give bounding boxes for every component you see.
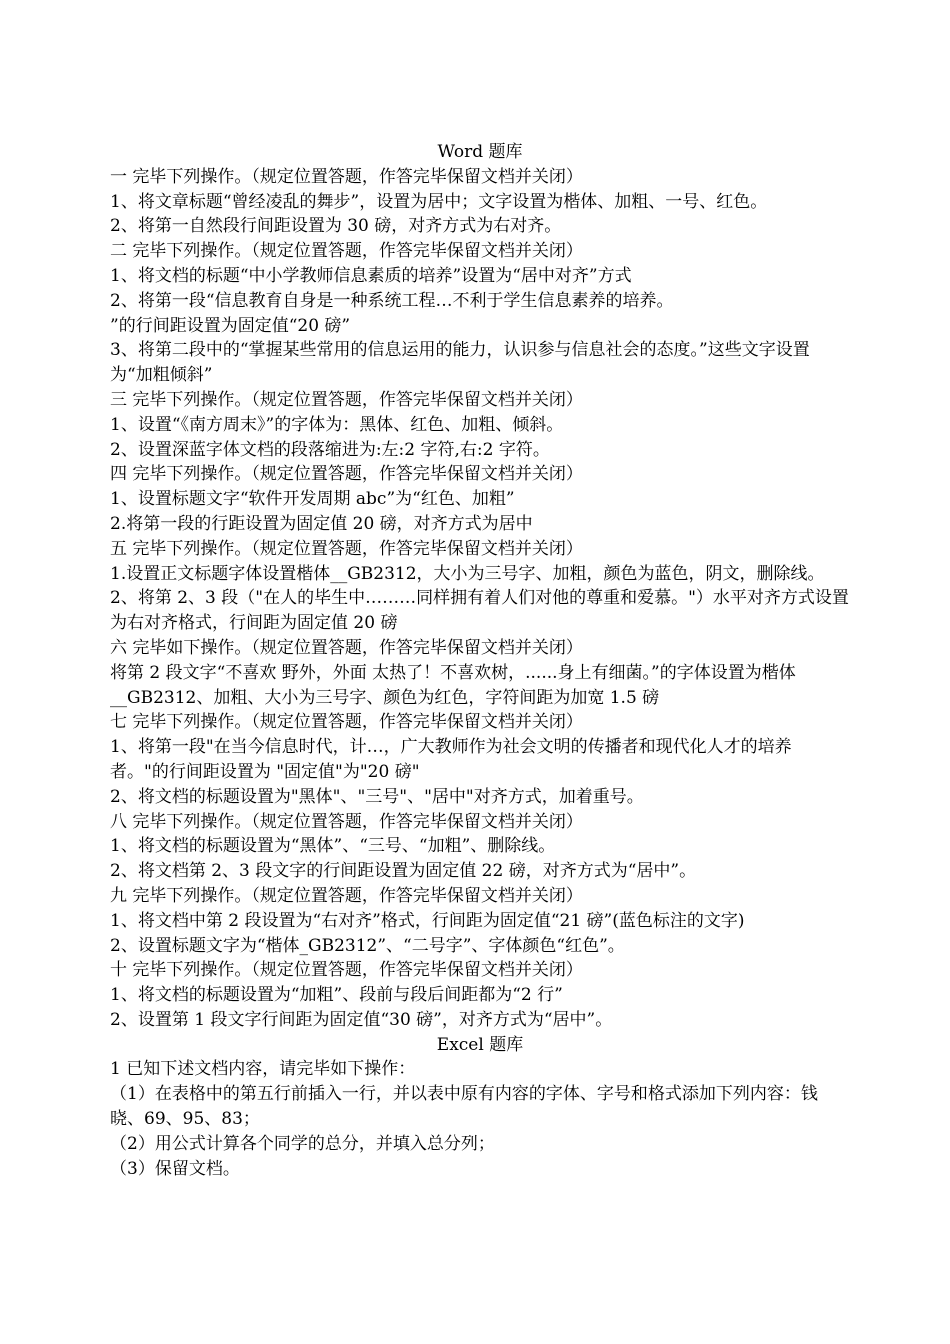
document-page [110, 140, 850, 1181]
word-question-6 [110, 636, 850, 710]
word-question-item: 1、将文章标题“曾经凌乱的舞步”，设置为居中；文字设置为楷体、加粗、一号、红色。 [110, 191, 768, 212]
word-question-item: 1、将文档的标题“中小学教师信息素质的培养”设置为“居中对齐”方式 [110, 265, 632, 286]
word-question-item: 2、将第一段“信息教育自身是一种系统工程…不利于学生信息素养的培养。 [110, 290, 674, 311]
word-question-item: 1、将文档的标题设置为“黑体”、“三号、“加粗”、删除线。 [110, 836, 556, 857]
word-question-item: 2、将第一自然段行间距设置为 30 磅，对齐方式为右对齐。 [110, 216, 562, 237]
word-question-item: ”的行间距设置为固定值“20 磅” [110, 315, 351, 336]
word-question-heading: 十 完毕下列操作。（规定位置答题，作答完毕保留文档并关闭） [110, 960, 583, 981]
word-question-item: 1.设置正文标题字体设置楷体__GB2312，大小为三号字、加粗，颜色为蓝色，阴文，删除线。 [110, 563, 825, 584]
word-question-heading: 八 完毕下列操作。（规定位置答题，作答完毕保留文档并关闭） [110, 811, 583, 832]
word-question-item: 2、设置标题文字为“楷体_GB2312”、“二号字”、字体颜色“红色”。 [110, 935, 625, 956]
word-question-list [110, 165, 850, 1033]
word-question-heading: 二 完毕下列操作。（规定位置答题，作答完毕保留文档并关闭） [110, 241, 583, 262]
word-question-heading: 六 完毕如下操作。（规定位置答题，作答完毕保留文档并关闭） [110, 637, 583, 658]
word-question-1 [110, 165, 850, 239]
word-question-heading: 三 完毕下列操作。（规定位置答题，作答完毕保留文档并关闭） [110, 389, 583, 410]
excel-question-heading: 1 已知下述文档内容，请完毕如下操作： [110, 1059, 416, 1080]
word-question-item: 1、将第一段"在当今信息时代，计…，广大教师作为社会文明的传播者和现代化人才的培养者。"的行间距设置为 "固定值"为"20 磅" [110, 737, 792, 782]
excel-question-item: （3）保留文档。 [110, 1158, 240, 1179]
excel-question-1 [110, 1057, 850, 1181]
word-question-item: 2、将第 2、3 段（"在人的毕生中………同样拥有着人们对他的尊重和爱慕。"）水平对齐方式设置为右对齐格式，行间距为固定值 20 磅 [110, 588, 849, 634]
word-question-item: 1、将文档中第 2 段设置为“右对齐”格式，行间距为固定值“21 磅”(蓝色标注的文字) [110, 910, 745, 931]
word-question-3 [110, 388, 850, 462]
word-question-4 [110, 462, 850, 536]
word-question-heading: 七 完毕下列操作。（规定位置答题，作答完毕保留文档并关闭） [110, 712, 583, 733]
word-question-item: 1、将文档的标题设置为“加粗”、段前与段后间距都为“2 行” [110, 985, 563, 1006]
word-question-heading: 一 完毕下列操作。（规定位置答题，作答完毕保留文档并关闭） [110, 166, 583, 187]
word-question-item: 将第 2 段文字“不喜欢 野外，外面 太热了！不喜欢树，......身上有细菌。”的字体设置为楷体__GB2312、加粗、大小为三号字、颜色为红色，字符间距为加宽 1.5 磅 [110, 662, 796, 708]
word-question-item: 1、设置“《南方周末》”的字体为：黑体、红色、加粗、倾斜。 [110, 414, 564, 435]
word-question-8 [110, 810, 850, 884]
word-question-item: 2、设置深蓝字体文档的段落缩进为:左:2 字符,右:2 字符。 [110, 439, 550, 460]
word-question-heading: 四 完毕下列操作。（规定位置答题，作答完毕保留文档并关闭） [110, 464, 583, 485]
word-question-item: 1、设置标题文字“软件开发周期 abc”为“红色、加粗” [110, 489, 515, 510]
word-question-10 [110, 958, 850, 1032]
word-question-heading: 九 完毕下列操作。（规定位置答题，作答完毕保留文档并关闭） [110, 885, 583, 906]
excel-question-item: （2）用公式计算各个同学的总分，并填入总分列； [110, 1133, 495, 1154]
excel-question-item: （1）在表格中的第五行前插入一行，并以表中原有内容的字体、字号和格式添加下列内容：钱晓、69、95、83； [110, 1084, 818, 1130]
word-question-item: 2.将第一段的行距设置为固定值 20 磅，对齐方式为居中 [110, 513, 533, 534]
word-question-5 [110, 537, 850, 636]
word-question-7 [110, 710, 850, 809]
excel-question-list [110, 1057, 850, 1181]
word-question-item: 2、将文档第 2、3 段文字的行间距设置为固定值 22 磅，对齐方式为“居中”。 [110, 861, 697, 882]
excel-bank-title: Excel 题库 [436, 1034, 524, 1055]
word-question-item: 2、设置第 1 段文字行间距为固定值“30 磅”，对齐方式为“居中”。 [110, 1009, 613, 1030]
word-question-heading: 五 完毕下列操作。（规定位置答题，作答完毕保留文档并关闭） [110, 538, 583, 559]
word-question-9 [110, 884, 850, 958]
word-bank-title: Word 题库 [437, 142, 523, 162]
word-question-2 [110, 239, 850, 388]
word-question-item: 2、将文档的标题设置为"黑体"、"三号"、"居中"对齐方式，加着重号。 [110, 786, 644, 807]
word-question-item: 3、将第二段中的“掌握某些常用的信息运用的能力，认识参与信息社会的态度。”这些文字设置为“加粗倾斜” [110, 340, 810, 386]
